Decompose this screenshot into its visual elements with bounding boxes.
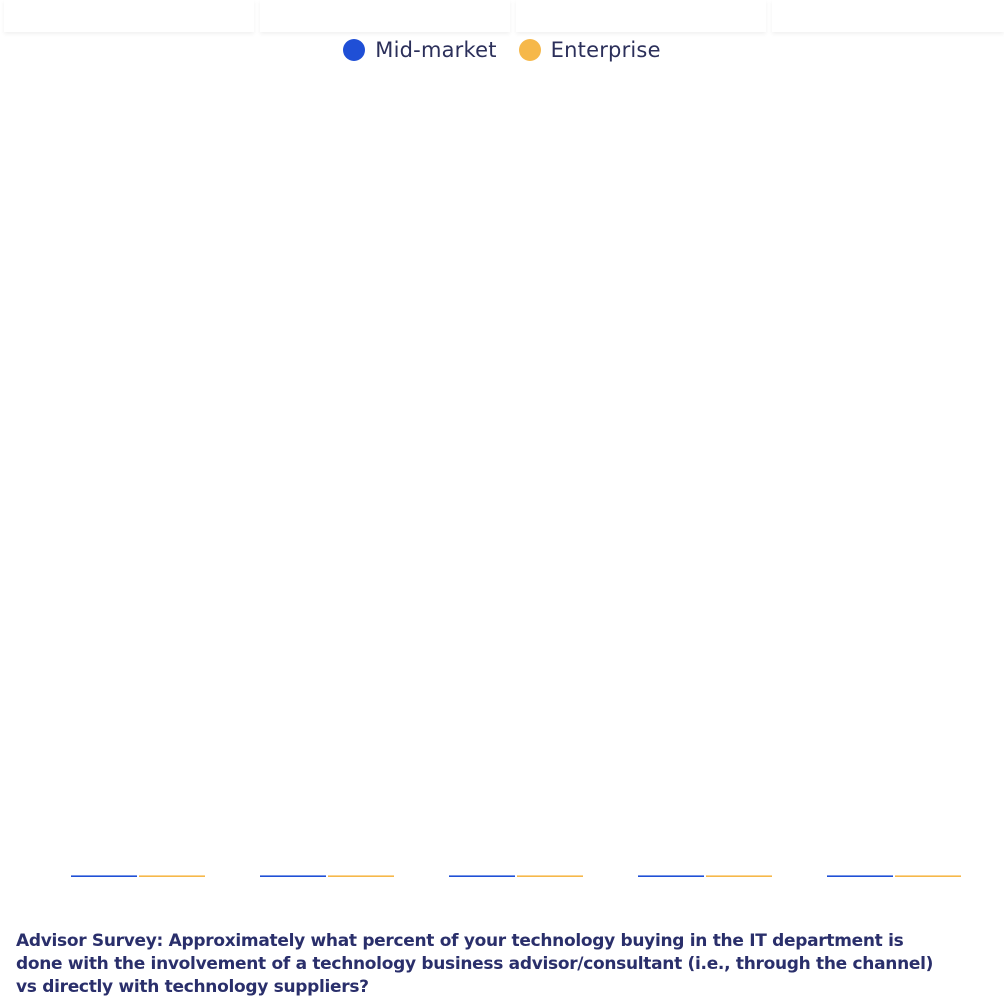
bar-mid-market-2[interactable] [260,875,326,877]
chart-legend [0,34,1004,66]
bar-group-3 [449,875,583,877]
top-tab-2[interactable] [260,0,510,32]
bar-enterprise-5[interactable] [895,875,961,877]
top-tabs-strip [0,0,1004,32]
bar-group-2 [260,875,394,877]
legend-label-enterprise: Enterprise [550,38,661,62]
top-tab-1[interactable] [4,0,254,32]
chart-caption: Advisor Survey: Approximately what percent of your technology buying in the IT department is done with the involvement of a technology business advisor/consultant (i.e., through the channel) vs directly with technology suppliers? [16,931,934,997]
bar-enterprise-3[interactable] [517,875,583,877]
legend-item-enterprise[interactable] [519,38,661,62]
legend-swatch-enterprise [519,39,541,61]
legend-item-mid-market[interactable] [343,38,496,62]
top-tab-3[interactable] [516,0,766,32]
bar-enterprise-1[interactable] [139,875,205,877]
bar-enterprise-4[interactable] [706,875,772,877]
bar-group-1 [71,875,205,877]
bar-enterprise-2[interactable] [328,875,394,877]
legend-label-mid-market: Mid-market [375,38,497,62]
bar-mid-market-1[interactable] [71,875,137,877]
bar-group-4 [638,875,772,877]
bar-group-5 [827,875,961,877]
bar-mid-market-3[interactable] [449,875,515,877]
bar-mid-market-5[interactable] [827,875,893,877]
bar-mid-market-4[interactable] [638,875,704,877]
legend-swatch-mid-market [343,39,365,61]
top-tab-4[interactable] [772,0,1004,32]
bar-chart [0,70,1004,882]
